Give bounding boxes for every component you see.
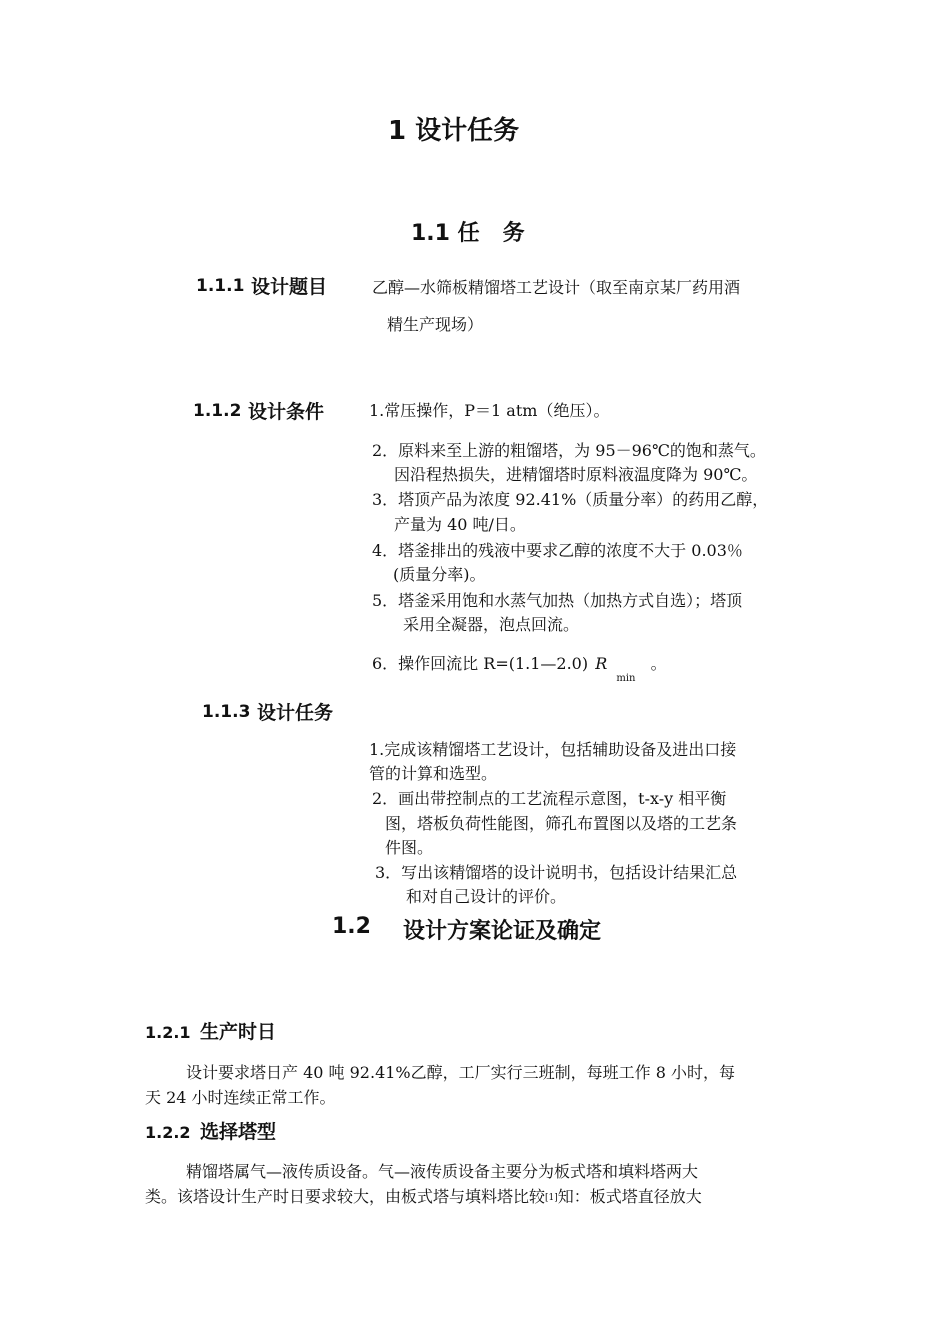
section-title-1-2: 设计方案论证及确定 bbox=[403, 919, 602, 944]
subsection-title-tower-type: 选择塔型 bbox=[200, 1121, 277, 1143]
tower-type-line-2-text: 类。该塔设计生产时日要求较大，由板式塔与填料塔比较 bbox=[145, 1187, 546, 1206]
condition-item-4: 4．塔釜排出的残液中要求乙醇的浓度不大于 0.03％ bbox=[372, 541, 743, 560]
design-topic-line-1: 乙醇—水筛板精馏塔工艺设计（取至南京某厂药用酒 bbox=[372, 278, 741, 297]
condition-item-1: 1.常压操作，P＝1 atm（绝压）。 bbox=[369, 401, 610, 420]
task-item-1: 1.完成该精馏塔工艺设计，包括辅助设备及进出口接 bbox=[369, 740, 737, 759]
subsection-title-production-time: 生产时日 bbox=[200, 1021, 277, 1043]
production-time-line-1: 设计要求塔日产 40 吨 92.41%乙醇，工厂实行三班制，每班工作 8 小时，每 bbox=[186, 1063, 735, 1082]
task-item-1-cont: 管的计算和选型。 bbox=[369, 764, 498, 783]
section-title-1-1: 1.1 任 务 bbox=[411, 221, 525, 246]
subsection-number-1-2-1: 1.2.1 bbox=[145, 1023, 191, 1042]
subsection-number-1-1-1: 1.1.1 bbox=[196, 276, 245, 296]
citation-ref: [1] bbox=[545, 1193, 558, 1203]
task-item-2-cont2: 件图。 bbox=[385, 838, 434, 857]
design-topic-line-2: 精生产现场） bbox=[387, 315, 484, 334]
condition-item-3: 3．塔顶产品为浓度 92.41%（质量分率）的药用乙醇， bbox=[372, 490, 769, 509]
condition-item-2: 2．原料来至上游的粗馏塔，为 95－96℃的饱和蒸气。 bbox=[372, 441, 766, 460]
condition-item-6 bbox=[372, 652, 667, 684]
chapter-title: 1 设计任务 bbox=[388, 116, 520, 146]
tower-type-line-1: 精馏塔属气—液传质设备。气—液传质设备主要分为板式塔和填料塔两大 bbox=[186, 1162, 699, 1181]
subsection-number-1-2-2: 1.2.2 bbox=[145, 1123, 191, 1142]
condition-item-3-cont: 产量为 40 吨/日。 bbox=[394, 515, 526, 534]
subsection-number-1-1-3: 1.1.3 bbox=[202, 702, 251, 722]
task-item-3: 3．写出该精馏塔的设计说明书，包括设计结果汇总 bbox=[375, 863, 738, 882]
subsection-title-design-topic: 设计题目 bbox=[251, 276, 328, 298]
reflux-end-punct: 。 bbox=[650, 654, 667, 673]
condition-item-2-cont: 因沿程热损失，进精馏塔时原料液温度降为 90℃。 bbox=[394, 465, 758, 484]
condition-item-5: 5．塔釜采用饱和水蒸气加热（加热方式自选）；塔顶 bbox=[372, 591, 743, 610]
task-item-2: 2．画出带控制点的工艺流程示意图，t-x-y 相平衡 bbox=[372, 789, 727, 808]
production-time-line-2: 天 24 小时连续正常工作。 bbox=[145, 1088, 336, 1107]
task-item-3-cont: 和对自己设计的评价。 bbox=[406, 887, 567, 906]
subsection-title-design-conditions: 设计条件 bbox=[248, 401, 325, 423]
section-number-1-2: 1.2 bbox=[332, 914, 371, 939]
subsection-title-design-task: 设计任务 bbox=[257, 702, 334, 724]
task-item-2-cont: 图，塔板负荷性能图，筛孔布置图以及塔的工艺条 bbox=[385, 814, 738, 833]
reflux-symbol: R bbox=[595, 654, 608, 673]
tower-type-line-2 bbox=[145, 1185, 702, 1210]
reflux-ratio-text: 6．操作回流比 R=(1.1—2.0) bbox=[372, 654, 589, 673]
subsection-number-1-1-2: 1.1.2 bbox=[193, 401, 242, 421]
tower-type-line-2-end: 知：板式塔直径放大 bbox=[557, 1187, 702, 1206]
condition-item-4-cont: (质量分率)。 bbox=[393, 565, 486, 584]
condition-item-5-cont: 采用全凝器，泡点回流。 bbox=[403, 615, 580, 634]
reflux-subscript: min bbox=[616, 673, 636, 684]
